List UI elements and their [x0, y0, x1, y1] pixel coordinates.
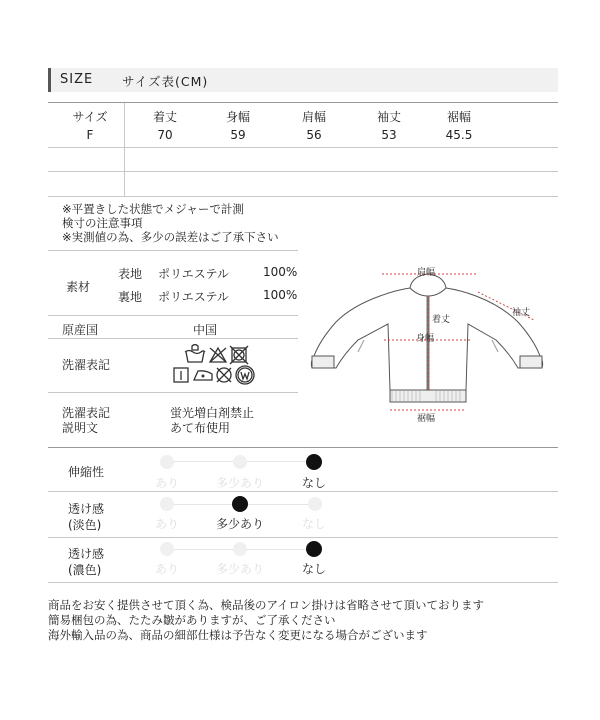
sheer-dark-selected: なし — [301, 562, 326, 576]
origin-value: 中国 — [193, 323, 218, 337]
care-label: 洗濯表記 — [62, 358, 111, 372]
stretch-opt-1: あり — [154, 476, 179, 490]
footer-note-1: 商品をお安く提供させて頂く為、検品後のアイロン掛けは省略させて頂いております — [48, 598, 484, 612]
size-table-title: サイズ表(CM) — [122, 74, 209, 89]
hem-band — [390, 390, 466, 402]
sheer-light-opt-3: なし — [301, 517, 326, 531]
sheer-light-label-1: 透け感 — [68, 502, 105, 516]
cell-body-width: 59 — [230, 128, 246, 142]
cell-sleeve: 53 — [381, 128, 397, 142]
outer-percent: 100% — [263, 265, 298, 279]
note-tolerance: ※実測値の為、多少の誤差はご了承下さい — [62, 230, 279, 244]
stretch-opt-2: 多少あり — [215, 476, 264, 490]
sheer-light-dot-3 — [308, 497, 322, 511]
sheer-dark-opt-2: 多少あり — [215, 562, 264, 576]
no-tumble-dry-icon — [230, 346, 248, 364]
size-label: SIZE — [60, 72, 94, 87]
col-header-length: 着丈 — [152, 110, 177, 124]
care-desc-line-1: 蛍光増白剤禁止 — [170, 406, 255, 420]
stretch-dot-2 — [233, 455, 247, 469]
outer-label: 表地 — [118, 267, 143, 281]
footer-note-2: 簡易梱包の為、たたみ皺がありますが、ご了承ください — [48, 613, 336, 627]
sheer-dark-label-1: 透け感 — [68, 547, 105, 561]
stretch-selected: なし — [301, 476, 326, 490]
diagram-body-label: 身幅 — [416, 334, 435, 344]
col-header-body-width: 身幅 — [225, 110, 250, 124]
col-header-hem: 裾幅 — [446, 110, 471, 124]
cuff-left — [312, 356, 334, 368]
line-dry-icon — [174, 368, 188, 382]
note-measure: ※平置きした状態でメジャーで計測 — [62, 202, 244, 216]
sheer-dark-opt-1: あり — [154, 562, 179, 576]
sheer-light-opt-1: あり — [154, 517, 179, 531]
no-dry-clean-icon — [217, 368, 231, 382]
note-caution-title: 検寸の注意事項 — [62, 216, 143, 230]
wet-clean-icon — [236, 366, 254, 384]
no-bleach-icon — [210, 348, 226, 362]
iron-icon — [194, 371, 212, 380]
lining-percent: 100% — [263, 288, 298, 302]
stretch-dot-1 — [160, 455, 174, 469]
hand-wash-icon — [185, 345, 205, 363]
sheer-dark-label-2: (濃色) — [68, 563, 102, 577]
header-accent — [48, 68, 51, 92]
sheer-light-dot-2-selected — [232, 496, 248, 512]
cell-size: F — [86, 128, 94, 142]
sheer-light-selected: 多少あり — [215, 517, 264, 531]
material-label: 素材 — [66, 280, 91, 294]
lining-material: ポリエステル — [158, 290, 229, 304]
col-header-sleeve: 袖丈 — [376, 110, 401, 124]
care-desc-line-2: あて布使用 — [170, 421, 231, 435]
care-symbols — [172, 340, 262, 390]
cell-length: 70 — [157, 128, 173, 142]
sheer-dark-dot-1 — [160, 542, 174, 556]
outer-material: ポリエステル — [158, 267, 229, 281]
cuff-right — [520, 356, 542, 368]
sheer-light-label-2: (淡色) — [68, 518, 102, 532]
sheer-dark-dot-2 — [233, 542, 247, 556]
care-desc-label-1: 洗濯表記 — [62, 406, 111, 420]
sheer-dark-dot-3-selected — [306, 541, 322, 557]
col-header-shoulder: 肩幅 — [301, 110, 326, 124]
care-desc-label-2: 説明文 — [62, 421, 99, 435]
diagram-length-label: 着丈 — [432, 315, 451, 325]
origin-label: 原産国 — [62, 323, 99, 337]
cell-hem: 45.5 — [445, 128, 473, 142]
stretch-dot-3-selected — [306, 454, 322, 470]
stretch-label: 伸縮性 — [68, 465, 105, 479]
diagram-hem-label: 裾幅 — [417, 414, 436, 424]
footer-note-3: 海外輸入品の為、商品の細部仕様は予告なく変更になる場合がございます — [48, 628, 428, 642]
diagram-shoulder-label: 肩幅 — [417, 268, 436, 278]
col-header-size: サイズ — [72, 110, 108, 124]
garment-diagram — [300, 262, 562, 432]
diagram-sleeve-label: 袖丈 — [512, 308, 531, 318]
lining-label: 裏地 — [118, 290, 143, 304]
cell-shoulder: 56 — [306, 128, 322, 142]
sheer-light-dot-1 — [160, 497, 174, 511]
